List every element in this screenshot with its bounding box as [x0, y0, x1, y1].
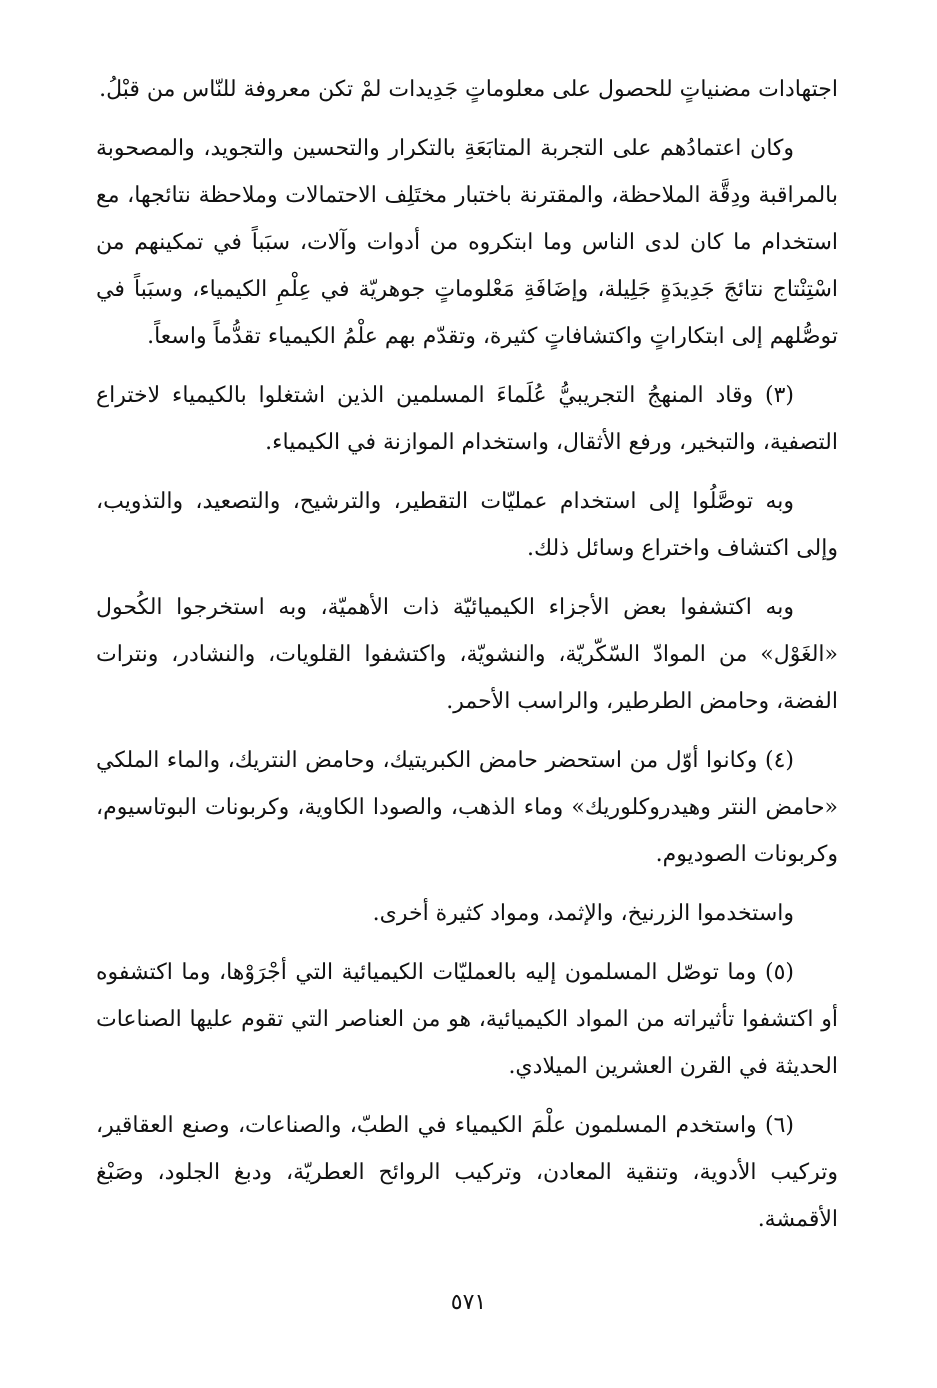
paragraph-continuation: اجتهادات مضنياتٍ للحصول على معلوماتٍ جَدِيدات لمْ تكن معروفة للنّاس من قبْلُ.: [99, 77, 838, 102]
paragraph-distillation: وبه توصَّلُوا إلى استخدام عمليّات التقطير، والترشيح، والتصعيد، والتذويب، وإلى اكتشاف واختراع وسائل ذلك.: [96, 489, 838, 561]
paragraph-point-4: (٤) وكانوا أوّل من استحضر حامض الكبريتيك، وحامض النتريك، والماء الملكي «حامض النتر وهيدروكلوريك» وماء الذهب، والصودا الكاوية، وكربونات البوتاسيوم، وكربونات الصوديوم.: [96, 748, 838, 867]
paragraph-arsenic: واستخدموا الزرنيخ، والإثمد، ومواد كثيرة أخرى.: [372, 901, 794, 926]
page-number: ٥٧١: [450, 1290, 487, 1315]
paragraph-point-6: (٦) واستخدم المسلمون علْمَ الكيمياء في الطبّ، والصناعات، وصنع العقاقير، وتركيب الأدوية، وتنقية المعادن، وتركيب الروائح العطريّة، ودبغ الجلود، وصَبْغ الأقمشة.: [96, 1113, 838, 1232]
paragraph-point-5: (٥) وما توصّل المسلمون إليه بالعمليّات الكيميائية التي أجْرَوْها، وما اكتشفوه أو اكتشفوا تأثيراته من المواد الكيميائية، هو من العناصر التي تقوم عليها الصناعات الحديثة في القرن العشرين الميلادي.: [96, 960, 838, 1079]
page-body: [96, 66, 838, 1255]
paragraph-point-3: (٣) وقاد المنهجُ التجريبيُّ عُلَماءَ المسلمين الذين اشتغلوا بالكيمياء لاختراع التصفية، والتبخير، ورفع الأثقال، واستخدام الموازنة في الكيمياء.: [96, 383, 838, 455]
paragraph-discoveries: وبه اكتشفوا بعض الأجزاء الكيميائيّة ذات الأهميّة، وبه استخرجوا الكُحول «الغَوْل» من الموادّ السّكّريّة، والنشويّة، واكتشفوا القلويات، والنشادر، ونترات الفضة، وحامض الطرطير، والراسب الأحمر.: [96, 595, 838, 714]
paragraph-experimental-method: وكان اعتمادُهم على التجربة المتابَعَةِ بالتكرار والتحسين والتجويد، والمصحوبة بالمراقبة ودِقَّة الملاحظة، والمقترنة باختبار مختَلِف الاحتمالات وملاحظة نتائجها، مع استخدام ما كان لدى الناس وما ابتكروه من أدوات وآلات، سبَباً في تمكينهم من اسْتِنْتاج نتائجَ جَدِيدَةٍ جَلِيلة، وإضَافَةِ مَعْلوماتٍ جوهريّة في عِلْمِ الكيمياء، وسبَباً في توصُّلهم إلى ابتكاراتٍ واكتشافاتٍ كثيرة، وتقدّم بهم علْمُ الكيمياء تقدُّماً واسعاً.: [96, 136, 838, 349]
